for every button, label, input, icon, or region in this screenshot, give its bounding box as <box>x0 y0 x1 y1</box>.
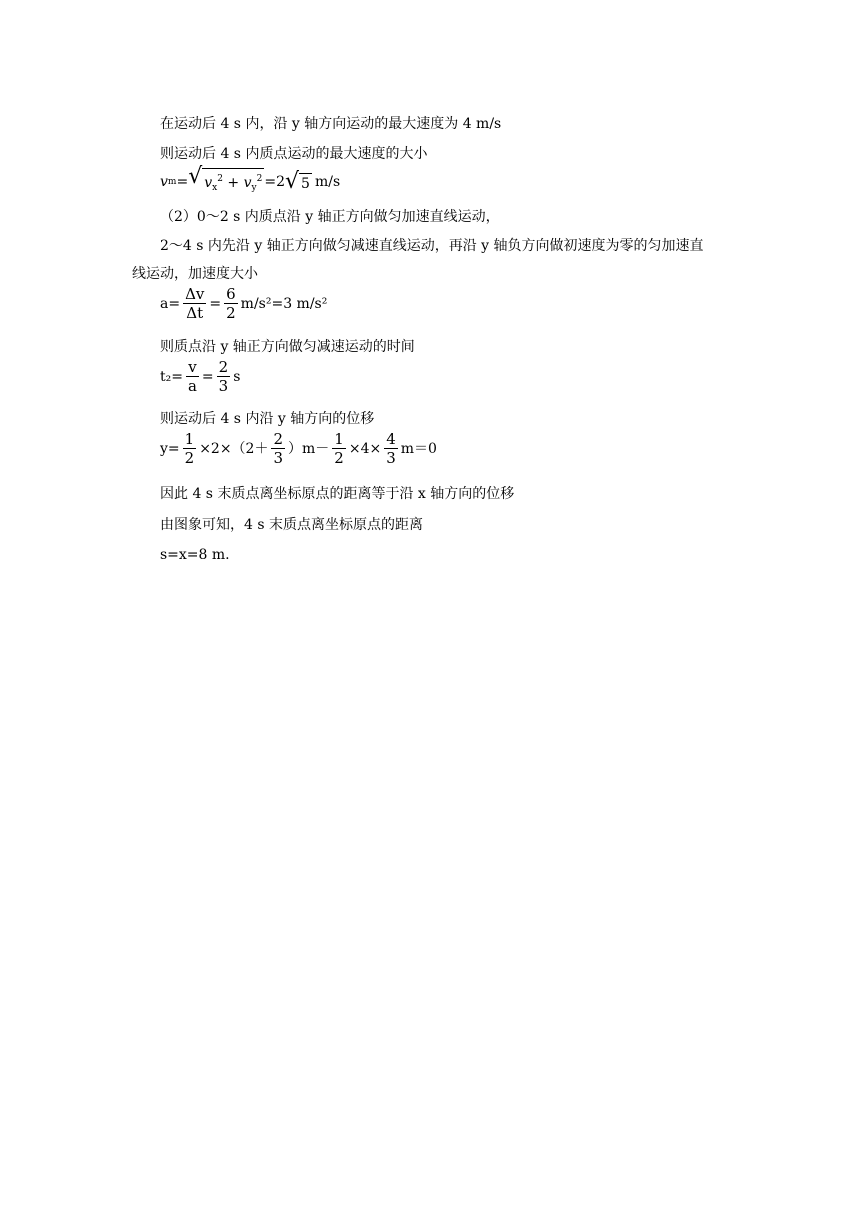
sub-m: m <box>167 177 177 187</box>
text-line-14: s=x=8 m. <box>160 547 230 563</box>
text-line-8: 则质点沿 y 轴正方向做匀减速运动的时间 <box>160 339 415 355</box>
text-line-2: 则运动后 4 s 内质点运动的最大速度的大小 <box>160 146 428 162</box>
sqrt-five: √ 5 <box>285 168 310 194</box>
formula-y: y= $\frac{1}{2}$ ×2×（2＋ $\frac{2}{3}$ ）m－ $\frac{1}{2}$ ×4× $\frac{4}{3}$ m＝0 <box>160 430 437 467</box>
text-line-1: 在运动后 4 s 内，沿 y 轴方向运动的最大速度为 4 m/s <box>160 116 502 132</box>
text-line-13: 由图象可知，4 s 末质点离坐标原点的距离 <box>160 517 423 533</box>
text-line-6: 线运动，加速度大小 <box>132 266 258 282</box>
text-line-4: （2）0～2 s 内质点沿 y 轴正方向做匀加速直线运动， <box>160 209 500 225</box>
formula-vm <box>160 166 340 198</box>
eq-sign: = <box>176 174 189 190</box>
formula-a: a= $\frac{\Delta v}{\Delta t}$ = $\frac{6}{2}$ m/s²=3 m/s² <box>160 285 328 322</box>
text-line-5: 2～4 s 内先沿 y 轴正方向做匀减速直线运动，再沿 y 轴负方向做初速度为零的匀加速直 <box>160 238 704 254</box>
sqrt-expression: √ $v_x^2 + v_y^2$ <box>188 166 264 198</box>
text-line-12: 因此 4 s 末质点离坐标原点的距离等于沿 x 轴方向的位移 <box>160 486 515 502</box>
text-line-10: 则运动后 4 s 内沿 y 轴方向的位移 <box>160 411 375 427</box>
unit-ms: m/s <box>314 174 341 190</box>
eq-rhs: =2 <box>264 174 285 190</box>
formula-t2: t₂= $\frac{v}{a}$ = $\frac{2}{3}$ s <box>160 358 241 395</box>
var-v: v <box>160 174 168 190</box>
